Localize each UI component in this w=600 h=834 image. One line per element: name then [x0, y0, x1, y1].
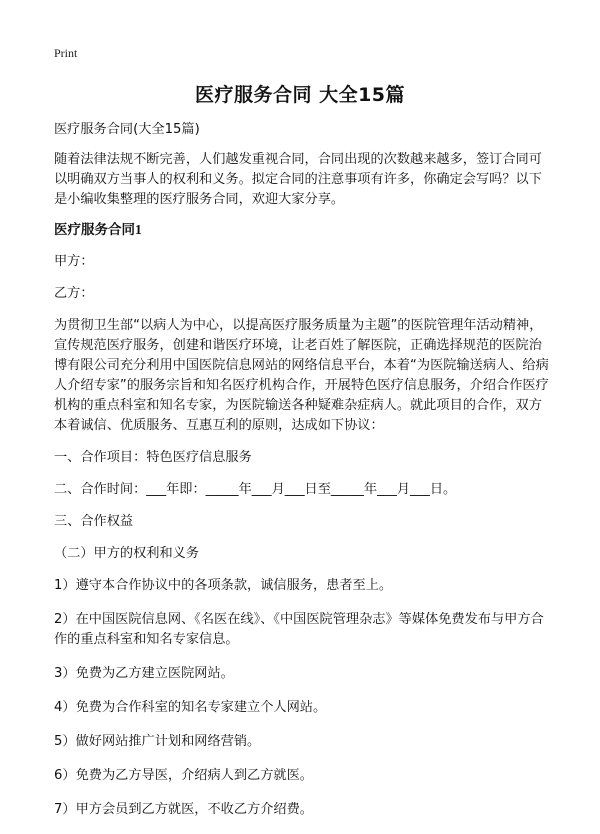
- print-label: Print: [54, 46, 78, 60]
- agreement-paragraph: 为贯彻卫生部“以病人为中心，以提高医疗服务质量为主题”的医院管理年活动精神，宣传规范医疗服务，创建和谐医疗环境，让老百姓了解医院，正确选择规范的医院治博有限公司充分利用中国医院信息网站的网络信息平台，本着“为医院输送病人、给病人介绍专家”的服务宗旨和知名医疗机构合作，开展特色医疗信息服务，介绍合作医疗机构的重点科室和知名专家，为医院输送各种疑难杂症病人。就此项目的合作，双方本着诚信、优质服务、互惠互利的原则，达成如下协议：: [54, 318, 549, 433]
- list-item: 2）在中国医院信息网、《名医在线》、《中国医院管理杂志》等媒体免费发布与甲方合作的重点科室和知名专家信息。: [54, 612, 544, 647]
- party-b-line: 乙方：: [54, 286, 94, 301]
- list-item: 5）做好网站推广计划和网络营销。: [54, 734, 261, 749]
- subclause-party-a: （二）甲方的权利和义务: [54, 546, 200, 561]
- list-item: 4）免费为合作科室的知名专家建立个人网站。: [54, 700, 327, 715]
- clause-rights: 三、合作权益: [54, 514, 134, 529]
- list-item: 1）遵守本合作协议中的各项条款，诚信服务，患者至上。: [54, 578, 393, 593]
- page-title: 医疗服务合同 大全15篇: [194, 84, 406, 106]
- list-item: 6）免费为乙方导医，介绍病人到乙方就医。: [54, 768, 313, 783]
- clause-project: 一、合作项目：特色医疗信息服务: [54, 450, 252, 465]
- intro-paragraph: 随着法律法规不断完善，人们越发重视合同，合同出现的次数越来越多，签订合同可以明确双方当事人的权利和义务。拟定合同的注意事项有许多，你确定会写吗？以下是小编收集整理的医疗服务合同，欢迎大家分享。: [54, 152, 542, 207]
- party-a-line: 甲方：: [54, 254, 94, 269]
- clause-period: 二、合作时间：___年即：_____年___月___日至_____年___月___日。: [54, 482, 457, 497]
- list-item: 7）甲方会员到乙方就医，不收乙方介绍费。: [54, 802, 313, 817]
- section-heading: 医疗服务合同1: [54, 222, 142, 237]
- document-body: [54, 120, 554, 834]
- list-item: 3）免费为乙方建立医院网站。: [54, 666, 234, 681]
- document-subtitle: 医疗服务合同(大全15篇): [54, 122, 200, 137]
